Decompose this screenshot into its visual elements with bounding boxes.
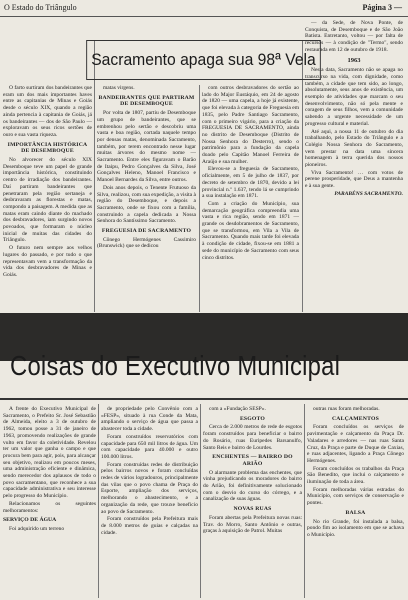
headline-rule [0,398,408,400]
paragraph: O alarmante problema das enchentes, que vinha prejudicando os moradores do bairro do Arião, foi definitivamente solucionado com o desvio do curso do córrego, e a canalização de suas águas. [203,469,302,503]
running-header [0,0,408,17]
paragraph: Foram melhoradas várias estradas do Município, com serviços de conservação e pontes. [307,486,404,507]
paragraph: com outros desbravadores do sertão ao lado do Major Eustáquio, em 24 de agosto de 1820 — uma capela, a hoje já existente, que foi elevada à categoria de Freguesia em 1835, pelo Padre Santiago Sacramento, com o primeiro vigário, para a criação da FREGUESIA DE SACRAMENTO, ainda no distrito de Desemboque (Distrito de Nossa Senhora do Desterro), sendo o patrimônio para a fundação da capela doado pelo Capitão Manoel Ferreira de Araújo e sua mulher. [202,85,299,165]
year-heading: 1963 [347,56,361,64]
section-heading: NOVAS RUAS [233,506,272,513]
paragraph: com a «Fundação SESP». [209,406,266,412]
paragraph: Nesta data, Sacramento não se apaga no transcurso na vida, com dignidade, como também, a cidade que tem sido, ao longo, absolutamente, seus anos de existência, um exemplo de atividades que marcam o seu desenvolvimento, não só pela mente e coragem de seus filhos, vem a comunidade sabendo a urgente necessidade de um progresso cultural e material. [305,67,403,127]
paragraph: Relacionamos os seguintes melhoramentos: [3,500,96,514]
section-heading: ESGOTO [239,415,266,422]
paragraph: O futuro nem sempre aos velhos lugares do passado, e por tudo o que representavam vem a transformação da vida dos desbravadores de Minas e Goiás. [3,245,92,278]
paragraph: outras ruas foram melhoradas. [313,406,380,412]
bottom-article-headline: Coisas do Executivo Municipal [10,350,341,381]
section-heading: CALÇAMENTOS [332,415,379,422]
paragraph: No rio Grande, foi instalada a balsa, pondo fim ao isolamento em que se achava o Município. [307,518,404,538]
top-col-1 [3,85,92,310]
paragraph: Foram abertas pela Prefeitura novas ruas: Trav. do Morro, Santo Antônio e outras, graças à aquisição de Patrol. Muitas [203,514,302,535]
bottom-col-4 [307,406,404,598]
bottom-col-1 [3,406,96,598]
paragraph: de propriedade pelo Convênio com a «FESP», situado à rua Conde da Mata, ampliando o serviço de água que passa a abastecer toda a cidade. [101,406,198,433]
paragraph: Com a criação do Município, sua demarcação geográfica compreendia uma vasta e rica região, sendo em 1871 — grande os desdobramentos de Sacramento, que se transformou, em Vila a Vila de Sacramento. Quando mais tarde foi elevada à condição de cidade, fixou-se em 1881 a sede do município de Sacramento com seus cinco distritos. [202,200,299,261]
top-col-2 [97,85,196,310]
signature-line: PARABÉNS SACRAMENTO. [334,190,403,197]
paragraph: Elevou-se a freguesia de Sacramento, oficialmente, em 5 de julho de 1837, por decreto de setembro de 1870, devido a lei provincial n.º 1.637, tendo lá se cumprindo a sua instalação em 1871. [202,166,299,200]
paragraph: Foram concluídos os trabalhos da Praça São Benedito, que inclui o calçamento e iluminação de toda a área. [307,465,404,486]
paragraph: Foram construídas redes de distribuição pelos bairros novos e foram concluídas redes de vários logradouros, principalmente das vilas que o povo chama de Praça do Esporte, ampliação dos serviços, melhorando o abastecimento, e a organização da rede, que trouxe beneficio ao povo de Sacramento. [101,461,198,515]
section-heading: BALSA [345,509,366,516]
paragraph: Viva Sacramento! … com votos de perene prosperidade, que Deus a mantenha e à sua gente. [305,169,403,190]
section-heading: ENCHENTES — BAIRRO DO ARIÃO [212,454,293,467]
newspaper-name: O Estado do Triângulo [4,3,77,12]
paragraph: matas virgens. [103,85,135,91]
paragraph: A frente do Executivo Municipal de Sacramento, o Prefeito Sr. José Sebastião de Almeida, eleito a 3 de outubro de 1962, tomou posse a 31 de janeiro de 1963, promovendo realizações de grande vulto em favor da coletividade. Revelou ter um valor que ganha o campo e que procura bem para agir, pois, para alcançar seu objetivo, realizou em poucos meses, uma administração eficiente e dinâmica, sendo merecedor dos aplausos de todo o povo sacramentano, que reconhece a sua capacidade administrativa e seu interesse pelo progresso do Município. [3,406,96,500]
paragraph: Foram construídos reservatórios com capacidade para 650 mil litros de água. Um com capacidade para 40.000 e outro 100.000 litros. [101,433,198,460]
paragraph: No alvorecer do século XIX Desemboque teve um papel de grande importância histórica, constituindo centro de irradiação dos bandeirantes. Daí partiram bandeirantes que penetraram pela região sertaneja e desbravaram as florestas e matas, compondo a paisagem. A medida que as matas eram caindo diante do machado dos desbravadores, iam surgindo novos povoados, que formaram o núcleo inicial de muitas das cidades do Triângulo. [3,157,92,244]
paragraph: Foi adquirido um terreno [9,525,65,532]
paragraph: Por volta de 1807, partiu de Desemboque um grupo de bandeirantes, que se embrenhou pelo sertão e descobriu uma vasta e boa região, cortada naquele tempo por densas matas, denominada Sacramento, também, por terem encontrado nesse lugar muitas árvores do mesmo nome — Sacramento. Entre eles figuravam o Barão de Itaipu, Pedro Gonçalves da Silva, José Gonçalves Heleno, Manoel Francisco e Manoel Bernardes da Silva, entre outros. [97,110,196,184]
top-article-headline: Sacramento apaga sua 98ª Vela [86,40,321,80]
section-heading: BANDEIRANTES QUE PARTIRAM DE DESEMBOQUE [98,94,195,108]
bottom-col-2 [101,406,198,598]
bottom-col-3 [203,406,302,598]
paragraph: O farto surtiram dos bandeirantes que eram um dos mais importantes haves entre as capitanias de Minas e Goiás desde o século XIX, quando a região ainda pertencia à capitania de Goiás, já os bandeirantes — dos de São Paulo — exploravam os seus ricos sertões de ouro e sua vasta riqueza. [3,85,92,138]
paragraph: Cônego Hermógenes Cassimiro (Brunswick) que se dedicou [97,236,196,250]
section-heading: IMPORTÂNCIA HISTÓRICA DE DESEMBOQUE [7,141,88,155]
paragraph: Foram construídos pela Prefeitura mais de 8.000 metros de guias e calçadas na cidade. [101,516,198,536]
section-heading: SERVIÇO DE ÁGUA [3,517,57,524]
paragraph: — da Sede, de Nova Ponte, de Conquista, de Desemboque e de São João Batista. Entretanto, voltou — por falta de recursos — à condição de "Termo", sendo restaurada em 12 de outubro de 1918. [305,20,403,53]
top-col-3 [202,85,299,310]
paragraph: Cerca de 2.000 metros de rede de esgotos foram construídos para beneficiar o bairro do Rosário, ruas Euripedes Barsanulfo, Santo Reis e bairro de Lourdes. [203,424,302,451]
paragraph: Dois anos depois, o Tenente Frutuoso da Silva, realizou, com sua expedição, a visita à região do Desemboque, e depois a Sacramento, onde se fixou com a família, construindo a capela dedicada a Nossa Senhora do Santíssimo Sacramento. [97,184,196,225]
paragraph: Foram concluídos os serviços de pavimentação e calçamento da Praça Dr. Valadares e arredores — nas ruas Santa Cruz, da Praça e parte de Duque de Caxias, e ruas adjacentes, ligando a Praça Cônego Hermógenes. [307,424,404,464]
section-heading: FREGUESIA DE SACRAMENTO [101,228,192,235]
page-number: Página 3 — [362,3,402,12]
paragraph: Até aqui, a nossa 11 de outubro do dia trabalhando, pelo Estado do Triângulo e a Colégio Nossa Senhora do Sacramento, vem prestar na data uma sincera homenagem à terra querida dos nossos pioneiros. [305,128,403,169]
